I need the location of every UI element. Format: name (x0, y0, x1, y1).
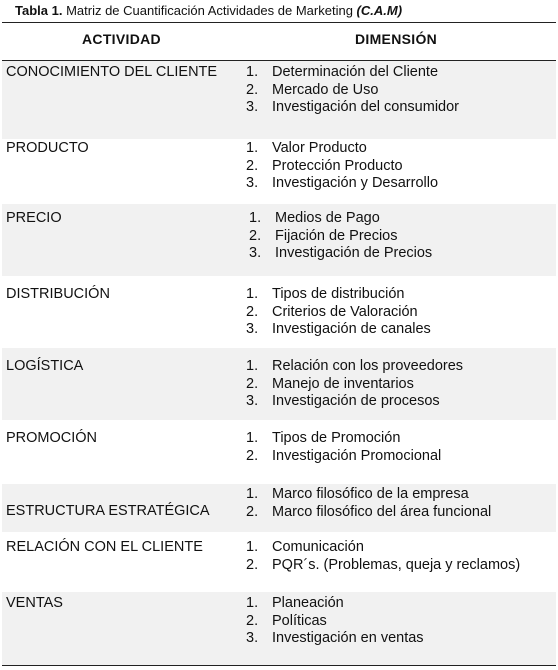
item-text: Tipos de distribución (272, 286, 405, 302)
dimension-list (246, 286, 431, 339)
item-text: Determinación del Cliente (272, 64, 439, 80)
item-text: Medios de Pago (275, 210, 380, 226)
activity-cell: RELACIÓN CON EL CLIENTE (6, 539, 203, 555)
item-text: Investigación en ventas (272, 630, 424, 646)
item-text: Investigación de Precios (275, 245, 433, 261)
table-row (2, 276, 556, 348)
caption-text: Matriz de Cuantificación Actividades de Marketing (62, 3, 357, 18)
list-item (246, 557, 520, 575)
table-row (2, 484, 556, 532)
item-number: 1. (246, 539, 259, 555)
list-item (246, 430, 441, 448)
item-number: 3. (249, 245, 262, 261)
item-number: 1. (246, 358, 259, 374)
activity-cell: PROMOCIÓN (6, 430, 98, 446)
item-number: 2. (246, 556, 259, 573)
table-header (2, 23, 556, 61)
caption-acronym: (C.A.M) (356, 3, 403, 18)
item-text: Políticas (272, 612, 327, 629)
list-item (246, 140, 438, 158)
list-item (246, 286, 431, 304)
list-item (246, 630, 424, 648)
header-dimension: DIMENSIÓN (355, 31, 438, 47)
activity-cell: VENTAS (6, 595, 63, 611)
dimension-list (246, 430, 441, 465)
item-text: Comunicación (272, 539, 364, 555)
item-number: 3. (246, 99, 259, 115)
activity-cell: LOGÍSTICA (6, 358, 84, 374)
item-number: 1. (246, 64, 259, 80)
item-text: Investigación Promocional (272, 447, 442, 464)
dimension-list (246, 64, 459, 117)
table-row (2, 348, 556, 420)
activity-cell: DISTRIBUCIÓN (6, 286, 110, 302)
header-activity: ACTIVIDAD (82, 31, 161, 47)
dimension-list (246, 358, 463, 411)
list-item (246, 376, 463, 394)
item-text: Protección Producto (272, 157, 403, 174)
list-item (246, 393, 463, 411)
item-number: 3. (246, 393, 259, 409)
item-text: Investigación y Desarrollo (272, 175, 439, 191)
list-item (246, 64, 459, 82)
item-number: 1. (249, 210, 262, 226)
table-caption (15, 3, 402, 18)
item-number: 1. (246, 595, 259, 611)
table-row (2, 592, 556, 665)
list-item (246, 539, 520, 557)
item-number: 2. (246, 303, 259, 320)
caption-label: Tabla 1. (15, 3, 63, 18)
activity-cell: ESTRUCTURA ESTRATÉGICA (6, 503, 210, 519)
item-text: PQR´s. (Problemas, queja y reclamos) (272, 556, 521, 573)
item-text: Investigación de canales (272, 321, 431, 337)
item-text: Marco filosófico del área funcional (272, 503, 492, 520)
list-item (249, 245, 432, 263)
item-number: 1. (246, 286, 259, 302)
list-item (246, 595, 424, 613)
activity-cell: PRECIO (6, 210, 62, 226)
dimension-list (246, 595, 424, 648)
list-item (246, 99, 459, 117)
item-number: 2. (246, 81, 259, 98)
list-item (246, 82, 459, 100)
dimension-list (246, 486, 491, 521)
list-item (249, 210, 432, 228)
item-text: Fijación de Precios (275, 227, 398, 244)
item-text: Valor Producto (272, 140, 367, 156)
item-number: 3. (246, 321, 259, 337)
item-number: 1. (246, 140, 259, 156)
item-text: Mercado de Uso (272, 81, 379, 98)
item-text: Planeación (272, 595, 344, 611)
item-text: Manejo de inventarios (272, 375, 414, 392)
activity-cell: PRODUCTO (6, 140, 89, 156)
dimension-list (246, 140, 438, 193)
item-text: Relación con los proveedores (272, 358, 464, 374)
item-number: 3. (246, 175, 259, 191)
list-item (249, 228, 432, 246)
activity-cell: CONOCIMIENTO DEL CLIENTE (6, 64, 218, 80)
list-item (246, 613, 424, 631)
table-row (2, 139, 556, 204)
list-item (246, 175, 438, 193)
item-text: Investigación de procesos (272, 393, 440, 409)
item-number: 1. (246, 486, 259, 502)
list-item (246, 504, 491, 522)
item-number: 2. (246, 612, 259, 629)
table-row (2, 204, 556, 276)
item-number: 2. (246, 375, 259, 392)
list-item (246, 448, 441, 466)
table-row (2, 61, 556, 139)
item-number: 3. (246, 630, 259, 646)
item-number: 2. (246, 157, 259, 174)
item-number: 2. (246, 503, 259, 520)
item-text: Marco filosófico de la empresa (272, 486, 469, 502)
list-item (246, 321, 431, 339)
item-text: Tipos de Promoción (272, 430, 401, 446)
item-text: Criterios de Valoración (272, 303, 418, 320)
dimension-list (249, 210, 432, 263)
marketing-table (2, 22, 556, 666)
table-row (2, 420, 556, 484)
item-text: Investigación del consumidor (272, 99, 459, 115)
item-number: 2. (246, 447, 259, 464)
list-item (246, 304, 431, 322)
list-item (246, 486, 491, 504)
item-number: 2. (249, 227, 262, 244)
list-item (246, 358, 463, 376)
list-item (246, 158, 438, 176)
table-row (2, 532, 556, 592)
item-number: 1. (246, 430, 259, 446)
dimension-list (246, 539, 520, 574)
